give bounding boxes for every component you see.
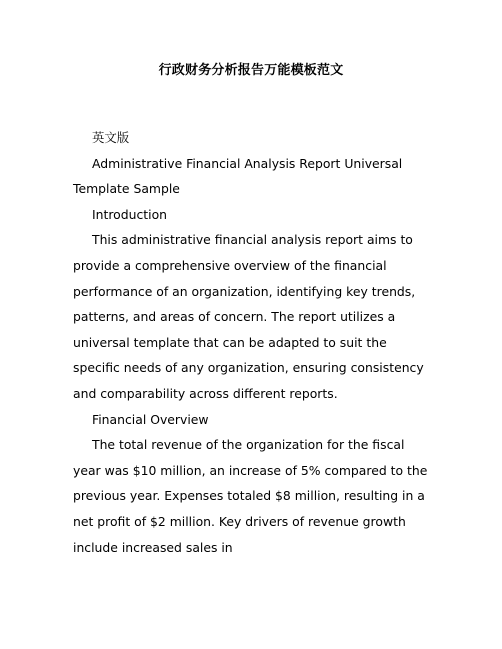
section-heading-financial-overview: Financial Overview (92, 411, 209, 427)
document-title: 行政财务分析报告万能模板范文 (158, 63, 344, 78)
language-label: 英文版 (92, 130, 130, 145)
financial-overview-paragraph: The total revenue of the organization for the fiscal year was $10 million, an increase of 5% compared to the previous year. Expenses totaled $8 million, resulting in a net profit of $2 million. Key drivers of revenue growth include increased sales in (73, 437, 428, 555)
document-body (73, 125, 431, 560)
introduction-paragraph: This administrative financial analysis report aims to provide a comprehensive overview of the financial performance of an organization, identifying key trends, patterns, and areas of concern. The report utilizes a universal template that can be adapted to suit the specific needs of any organization, ensuring consistency and comparability across different reports. (73, 232, 424, 401)
english-title: Administrative Financial Analysis Report Universal Template Sample (73, 155, 403, 197)
section-heading-introduction: Introduction (92, 206, 168, 222)
